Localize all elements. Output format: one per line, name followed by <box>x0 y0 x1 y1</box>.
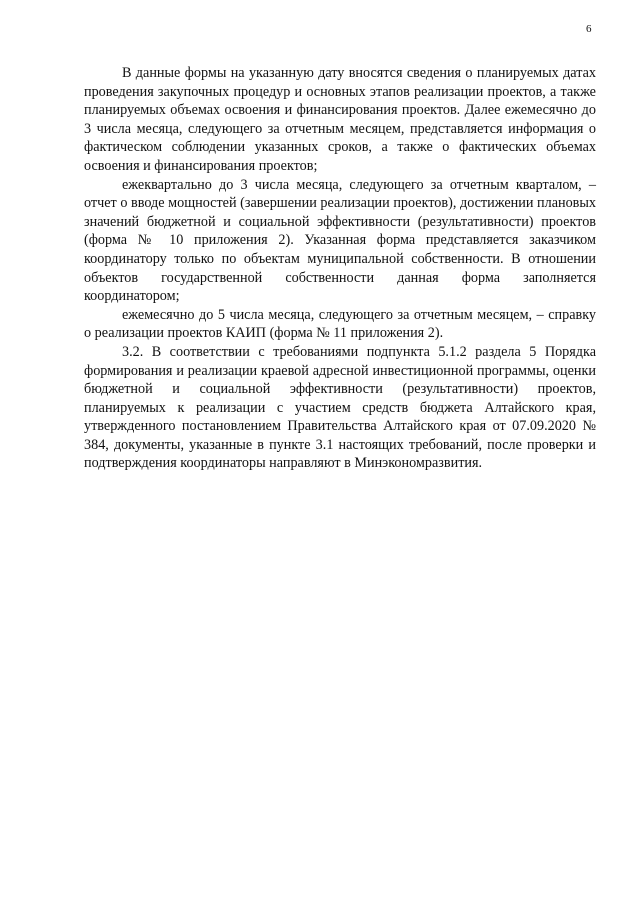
document-body <box>84 64 596 473</box>
paragraph-form-details: В данные формы на указанную дату вносятся сведения о планируемых датах проведения закупочных процедур и основных этапов реализации проектов, а также планируемых объемах освоения и финансирования проектов. Далее ежемесячно до 3 числа месяца, следующего за отчетным месяцем, представляется информация о фактическом соблюдении указанных сроков, а также о фактических объемах освоения и финансирования проектов; <box>84 65 596 174</box>
paragraph-section-3-2: 3.2. В соответствии с требованиями подпункта 5.1.2 раздела 5 Порядка формирования и реализации краевой адресной инвестиционной программы, оценки бюджетной и социальной эффективности (результативности) проектов, планируемых к реализации с участием средств бюджета Алтайского края, утвержденного постановлением Правительства Алтайского края от 07.09.2020 № 384, документы, указанные в пункте 3.1 настоящих требований, после проверки и подтверждения координаторы направляют в Минэкономразвития. <box>84 343 596 472</box>
paragraph-monthly-report: ежемесячно до 5 числа месяца, следующего за отчетным месяцем, – справку о реализации проектов КАИП (форма № 11 приложения 2). <box>84 306 596 342</box>
page-number: 6 <box>586 23 592 35</box>
paragraph-quarterly-report: ежеквартально до 3 числа месяца, следующего за отчетным кварталом, – отчет о вводе мощностей (завершении реализации проектов), достижении плановых значений бюджетной и социальной эффективности (результативности) проектов (форма № 10 приложения 2). Указанная форма представляется заказчиком координатору только по объектам муниципальной собственности. В отношении объектов государственной собственности данная форма заполняется координатором; <box>84 176 596 305</box>
